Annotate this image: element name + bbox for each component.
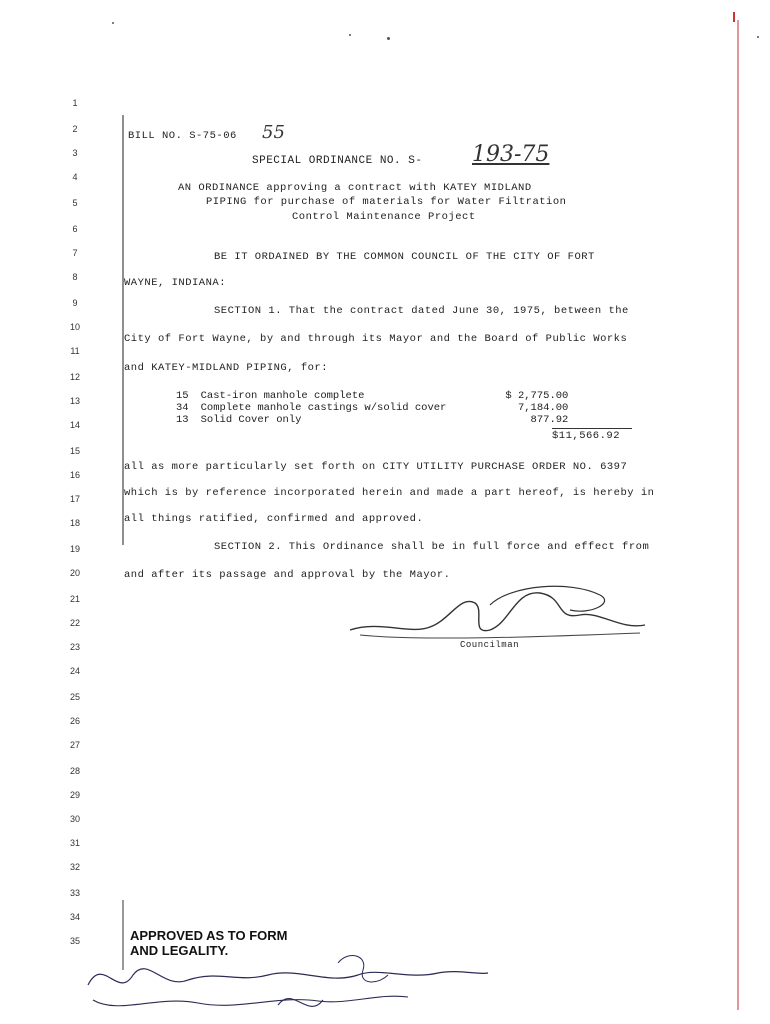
item-qty: 15 bbox=[176, 390, 189, 402]
line-number: 13 bbox=[69, 396, 80, 406]
line-number: 1 bbox=[72, 98, 78, 108]
line-number: 21 bbox=[69, 594, 80, 604]
line-number: 22 bbox=[69, 618, 80, 628]
caption-line-3: Control Maintenance Project bbox=[292, 211, 476, 223]
line-number: 33 bbox=[69, 888, 80, 898]
line-number: 14 bbox=[69, 420, 80, 430]
signature-label: Councilman bbox=[460, 640, 520, 650]
line-number: 26 bbox=[69, 716, 80, 726]
line-number: 8 bbox=[72, 272, 78, 282]
caption-line-2: PIPING for purchase of materials for Water Filtration bbox=[206, 196, 567, 208]
scan-speck bbox=[387, 37, 390, 40]
item-desc: Solid Cover only bbox=[200, 414, 302, 426]
scan-speck bbox=[349, 34, 351, 36]
line-number: 2 bbox=[72, 124, 78, 134]
attorney-signature bbox=[78, 945, 498, 1020]
section2-line-2: and after its passage and approval by the Mayor. bbox=[124, 569, 451, 581]
enacting-clause-line-1: BE IT ORDAINED BY THE COMMON COUNCIL OF THE CITY OF FORT bbox=[214, 251, 595, 263]
scan-speck bbox=[757, 36, 759, 38]
item-amount: $ 2,775.00 bbox=[505, 390, 569, 402]
scan-mark bbox=[733, 12, 735, 22]
right-margin-rule bbox=[737, 20, 739, 1010]
item-row bbox=[170, 414, 574, 426]
enacting-clause-line-2: WAYNE, INDIANA: bbox=[124, 277, 227, 289]
bill-number-handwritten: 55 bbox=[262, 122, 285, 143]
item-amount: 7,184.00 bbox=[517, 402, 569, 414]
section1-line-2: City of Fort Wayne, by and through its Mayor and the Board of Public Works bbox=[124, 333, 628, 345]
line-number: 3 bbox=[72, 148, 78, 158]
approved-line-2: AND LEGALITY. bbox=[130, 943, 229, 958]
item-row bbox=[170, 402, 574, 414]
line-number: 29 bbox=[69, 790, 80, 800]
section1-line-3: and KATEY-MIDLAND PIPING, for: bbox=[124, 362, 329, 374]
body-line-2: which is by reference incorporated herein and made a part hereof, is hereby in bbox=[124, 487, 655, 499]
scan-speck bbox=[112, 22, 114, 24]
section2-line-1: SECTION 2. This Ordinance shall be in full force and effect from bbox=[214, 541, 650, 553]
ordinance-title: SPECIAL ORDINANCE NO. S- bbox=[252, 155, 423, 167]
item-desc: Cast-iron manhole complete bbox=[200, 390, 365, 402]
line-number: 10 bbox=[69, 322, 80, 332]
line-number: 9 bbox=[72, 298, 78, 308]
line-number: 25 bbox=[69, 692, 80, 702]
items-total: $11,566.92 bbox=[552, 430, 621, 442]
line-number: 17 bbox=[69, 494, 80, 504]
line-number: 35 bbox=[69, 936, 80, 946]
line-number: 28 bbox=[69, 766, 80, 776]
body-line-1: all as more particularly set forth on CITY UTILITY PURCHASE ORDER NO. 6397 bbox=[124, 461, 628, 473]
line-number: 20 bbox=[69, 568, 80, 578]
items-table bbox=[170, 390, 574, 426]
line-number: 30 bbox=[69, 814, 80, 824]
item-desc: Complete manhole castings w/solid cover bbox=[200, 402, 447, 414]
line-number: 4 bbox=[72, 172, 78, 182]
line-number: 23 bbox=[69, 642, 80, 652]
line-number: 6 bbox=[72, 224, 78, 234]
approved-line-1: APPROVED AS TO FORM bbox=[130, 928, 288, 943]
line-number: 11 bbox=[70, 346, 80, 356]
line-number: 27 bbox=[69, 740, 80, 750]
item-qty: 34 bbox=[176, 402, 189, 414]
line-number: 24 bbox=[69, 666, 80, 676]
left-margin-rule bbox=[122, 115, 124, 545]
total-rule bbox=[552, 428, 632, 429]
line-number: 5 bbox=[72, 198, 78, 208]
ordinance-number-handwritten: 193-75 bbox=[472, 142, 550, 167]
line-number: 7 bbox=[72, 248, 78, 258]
line-number: 32 bbox=[69, 862, 80, 872]
line-number: 34 bbox=[69, 912, 80, 922]
line-number: 12 bbox=[69, 372, 80, 382]
line-number: 18 bbox=[69, 518, 80, 528]
body-line-3: all things ratified, confirmed and approved. bbox=[124, 513, 424, 525]
item-row bbox=[170, 390, 574, 402]
item-qty: 13 bbox=[176, 414, 189, 426]
line-number: 31 bbox=[69, 838, 80, 848]
section1-line-1: SECTION 1. That the contract dated June 30, 1975, between the bbox=[214, 305, 629, 317]
item-amount: 877.92 bbox=[530, 414, 569, 426]
line-number: 16 bbox=[69, 470, 80, 480]
bill-number: BILL NO. S-75-06 bbox=[128, 130, 237, 142]
caption-line-1: AN ORDINANCE approving a contract with KATEY MIDLAND bbox=[178, 182, 532, 194]
line-number: 19 bbox=[69, 544, 80, 554]
line-number: 15 bbox=[69, 446, 80, 456]
